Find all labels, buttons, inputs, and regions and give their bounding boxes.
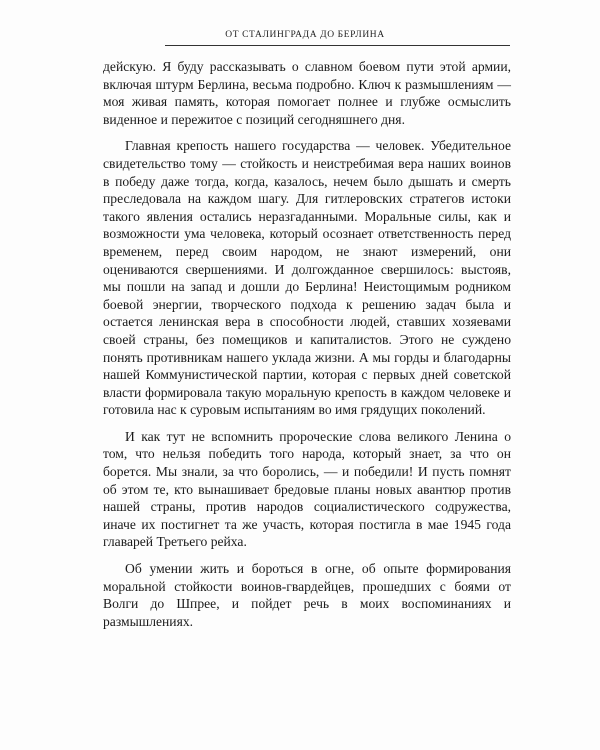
paragraph: И как тут не вспомнить пророческие слова великого Ленина о том, что нельзя победить того народа, который знает, за что он борется. Мы знали, за что боролись, — и победили! И пусть помнят об этом те, кто вынашивает бредовые планы новых авантюр против нашей страны, против народов социалистического содружества, иначе их постигнет та же участь, которая постигла в мае 1945 года главарей Третьего рейха. [103, 428, 511, 550]
header-rule [165, 45, 510, 46]
paragraph: Главная крепость нашего государства — человек. Убедительное свидетельство тому — стойкость и неистребимая вера наших воинов в победу даже тогда, когда, казалось, нечем было дышать и смерть преследовала на каждом шагу. Для гитлеровских стратегов истоки такого явления остались неразгаданными. Моральные силы, как и возможности ума человека, который осознает ответственность перед временем, перед своим народом, не знают измерений, они оцениваются свершениями. И долгожданное свершилось: выстояв, мы пошли на запад и дошли до Берлина! Неистощимым родником боевой энергии, творческого подхода к решению задач была и остается ленинская вера в способности людей, ставших хозяевами своей страны, без помещиков и капиталистов. Этого не суждено понять противникам нашего уклада жизни. А мы горды и благодарны нашей Коммунистической партии, которая с первых дней советской власти формировала такую моральную крепость в каждом человеке и готовила нас к суровым испытаниям во имя грядущих поколений. [103, 138, 511, 418]
paragraph: Об умении жить и бороться в огне, об опыте формирования моральной стойкости воинов-гвардейцев, прошедших с боями от Волги до Шпрее, и пойдет речь в моих воспоминаниях и размышлениях. [103, 561, 511, 629]
body-text [103, 58, 511, 639]
running-head-title: ОТ СТАЛИНГРАДА ДО БЕРЛИНА [225, 30, 385, 40]
paragraph: дейскую. Я буду рассказывать о славном боевом пути этой армии, включая штурм Берлина, весьма подробно. Ключ к размышлениям — моя живая память, которая помогает полнее и глубже осмыслить виденное и пережитое с позиций сегодняшнего дня. [103, 59, 511, 127]
